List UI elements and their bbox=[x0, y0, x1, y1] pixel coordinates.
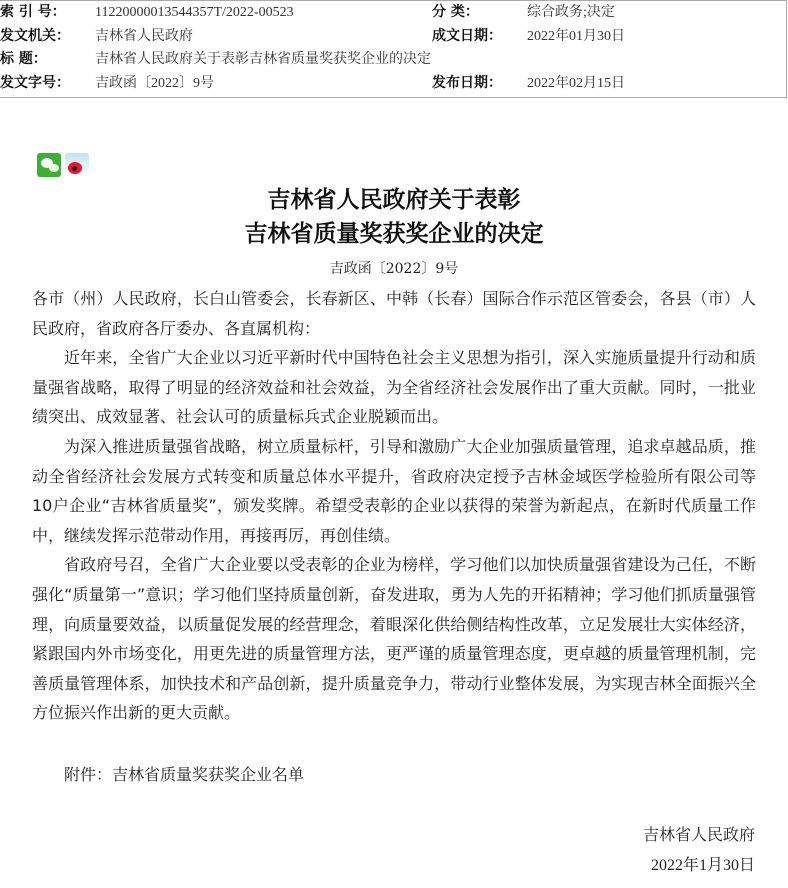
meta-row-title bbox=[0, 48, 786, 72]
meta-row-issuer bbox=[0, 25, 786, 49]
signature: 吉林省人民政府 bbox=[642, 825, 755, 844]
publish-date-value: 2022年02月15日 bbox=[527, 75, 625, 91]
meta-row-docnumber bbox=[0, 72, 786, 96]
salutation: 各市（州）人民政府，长白山管委会，长春新区、中韩（长春）国际合作示范区管委会，各县（市）人民政府，省政府各厅委办、各直属机构： bbox=[32, 289, 756, 338]
wechat-icon[interactable] bbox=[37, 153, 61, 177]
issuer-label: 发文机关： bbox=[0, 27, 70, 44]
title-line-1: 吉林省人民政府关于表彰 bbox=[267, 187, 521, 213]
written-date-label: 成文日期： bbox=[432, 27, 502, 44]
attachment-note: 附件：吉林省质量奖获奖企业名单 bbox=[64, 765, 305, 784]
share-buttons bbox=[37, 153, 89, 177]
category-value: 综合政务;决定 bbox=[527, 5, 615, 20]
index-number-value: 11220000013544357T/2022-00523 bbox=[95, 5, 294, 20]
weibo-icon[interactable] bbox=[65, 153, 89, 177]
paragraph: 近年来，全省广大企业以习近平新时代中国特色社会主义思想为指引，深入实施质量提升行动和质量强省战略，取得了明显的经济效益和社会效益，为全省经济社会发展作出了重大贡献。同时，一批业绩突出、成效显著、社会认可的质量标兵式企业脱颖而出。 bbox=[32, 348, 756, 427]
doc-number-value: 吉政函〔2022〕9号 bbox=[95, 75, 214, 91]
category-label: 分 类： bbox=[432, 4, 479, 20]
publish-date-label: 发布日期： bbox=[432, 74, 502, 91]
document-number: 吉政函〔2022〕9号 bbox=[329, 261, 459, 277]
signature-date: 2022年1月30日 bbox=[650, 857, 755, 874]
doc-number-label: 发文字号： bbox=[0, 74, 70, 91]
index-number-label: 索 引 号： bbox=[0, 4, 66, 20]
document-metadata-table bbox=[0, 0, 787, 98]
document-body bbox=[32, 284, 756, 728]
title-label: 标 题： bbox=[0, 51, 47, 67]
document-title bbox=[0, 183, 788, 251]
title-value: 吉林省人民政府关于表彰吉林省质量奖获奖企业的决定 bbox=[95, 52, 431, 67]
written-date-value: 2022年01月30日 bbox=[527, 28, 625, 44]
issuer-value: 吉林省人民政府 bbox=[95, 28, 193, 44]
title-line-2: 吉林省质量奖获奖企业的决定 bbox=[244, 221, 544, 247]
paragraph: 省政府号召，全省广大企业要以受表彰的企业为榜样，学习他们以加快质量强省建设为己任，不断强化“质量第一”意识；学习他们坚持质量创新，奋发进取，勇为人先的开拓精神；学习他们抓质量强管理，向质量要效益，以质量促发展的经营理念，着眼深化供给侧结构性改革，立足发展壮大实体经济，紧跟国内外市场变化，用更先进的质量管理方法，更严谨的质量管理态度，更卓越的质量管理机制，完善质量管理体系，加快技术和产品创新，提升质量竞争力，带动行业整体发展，为实现吉林全面振兴全方位振兴作出新的更大贡献。 bbox=[32, 555, 756, 723]
meta-row-index bbox=[0, 1, 786, 25]
paragraph: 为深入推进质量强省战略，树立质量标杆，引导和激励广大企业加强质量管理，追求卓越品质，推动全省经济社会发展方式转变和质量总体水平提升，省政府决定授予吉林金域医学检验所有限公司等10户企业“吉林省质量奖”，颁发奖牌。希望受表彰的企业以获得的荣誉为新起点，在新时代质量工作中，继续发挥示范带动作用，再接再厉，再创佳绩。 bbox=[32, 436, 756, 545]
